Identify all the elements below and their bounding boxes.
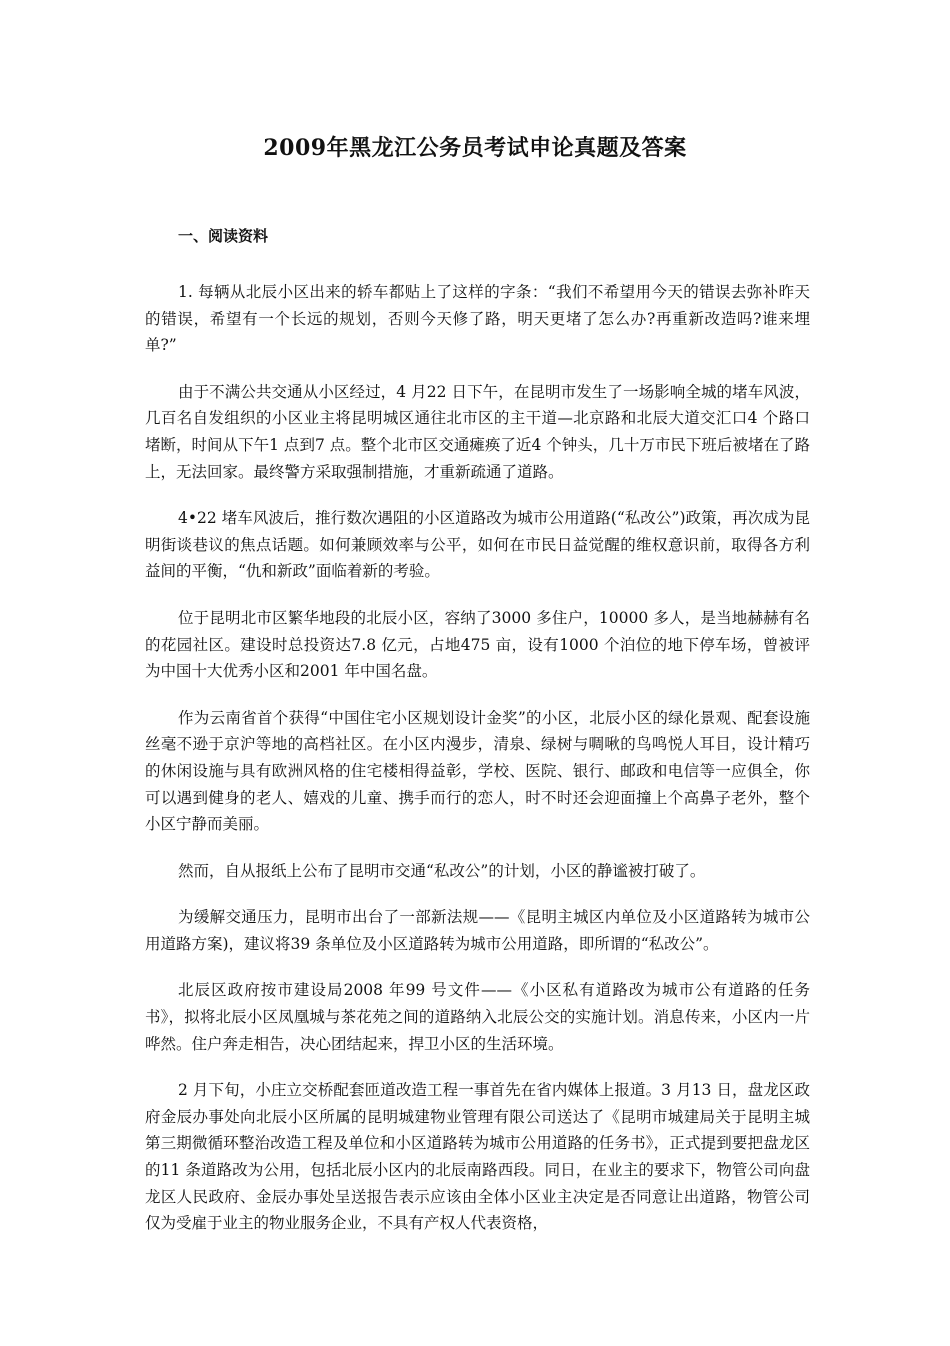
paragraph-4: 位于昆明北市区繁华地段的北辰小区，容纳了3000 多住户，10000 多人，是当地赫赫有名的花园社区。建设时总投资达7.8 亿元，占地475 亩，设有1000 个泊位的地下停车场，曾被评为中国十大优秀小区和2001 年中国名盘。 (145, 608, 810, 681)
paragraph-2: 由于不满公共交通从小区经过，4 月22 日下午，在昆明市发生了一场影响全城的堵车风波，几百名自发组织的小区业主将昆明城区通往北市区的主干道—北京路和北辰大道交汇口4 个路口堵断，时间从下午1 点到7 点。整个北市区交通瘫痪了近4 个钟头，几十万市民下班后被堵在了路上，无法回家。最终警方采取强制措施，才重新疏通了道路。 (145, 382, 810, 481)
document-body (145, 221, 810, 1237)
paragraph-9: 2 月下旬，小庄立交桥配套匝道改造工程一事首先在省内媒体上报道。3 月13 日，盘龙区政府金辰办事处向北辰小区所属的昆明城建物业管理有限公司送达了《昆明市城建局关于昆明主城第三期微循环整治改造工程及单位和小区道路转为城市公用道路的任务书》，正式提到要把盘龙区的11 条道路改为公用，包括北辰小区内的北辰南路西段。同日，在业主的要求下，物管公司向盘龙区人民政府、金辰办事处呈送报告表示应该由全体小区业主决定是否同意让出道路，物管公司仅为受雇于业主的物业服务企业，不具有产权人代表资格， (145, 1081, 810, 1233)
paragraph-5: 作为云南省首个获得“中国住宅小区规划设计金奖”的小区，北辰小区的绿化景观、配套设施丝毫不逊于京沪等地的高档社区。在小区内漫步，清泉、绿树与啁啾的鸟鸣悦人耳目，设计精巧的休闲设施与具有欧洲风格的住宅楼相得益彰，学校、医院、银行、邮政和电信等一应俱全，你可以遇到健身的老人、嬉戏的儿童、携手而行的恋人，时不时还会迎面撞上个高鼻子老外，整个小区宁静而美丽。 (145, 708, 810, 834)
paragraph-8: 北辰区政府按市建设局2008 年99 号文件——《小区私有道路改为城市公有道路的任务书》，拟将北辰小区凤凰城与茶花苑之间的道路纳入北辰公交的实施计划。消息传来，小区内一片哗然。住户奔走相告，决心团结起来，捍卫小区的生活环境。 (145, 981, 810, 1053)
paragraph-7: 为缓解交通压力，昆明市出台了一部新法规——《昆明主城区内单位及小区道路转为城市公用道路方案)，建议将39 条单位及小区道路转为城市公用道路，即所谓的“私改公”。 (145, 908, 810, 953)
paragraph-1: 1. 每辆从北辰小区出来的轿车都贴上了这样的字条：“我们不希望用今天的错误去弥补昨天的错误，希望有一个长远的规划，否则今天修了路，明天更堵了怎么办?再重新改造吗?谁来埋单?” (145, 283, 810, 355)
paragraph-6: 然而，自从报纸上公布了昆明市交通“私改公”的计划，小区的静谧被打破了。 (178, 861, 706, 880)
section-heading: 一、阅读资料 (178, 227, 269, 245)
document-title: 2009年黑龙江公务员考试申论真题及答案 (263, 135, 687, 161)
paragraph-3: 4•22 堵车风波后，推行数次遇阻的小区道路改为城市公用道路(“私改公”)政策，再次成为昆明街谈巷议的焦点话题。如何兼顾效率与公平，如何在市民日益觉醒的维权意识前，取得各方利益间的平衡，“仇和新政”面临着新的考验。 (145, 509, 810, 581)
